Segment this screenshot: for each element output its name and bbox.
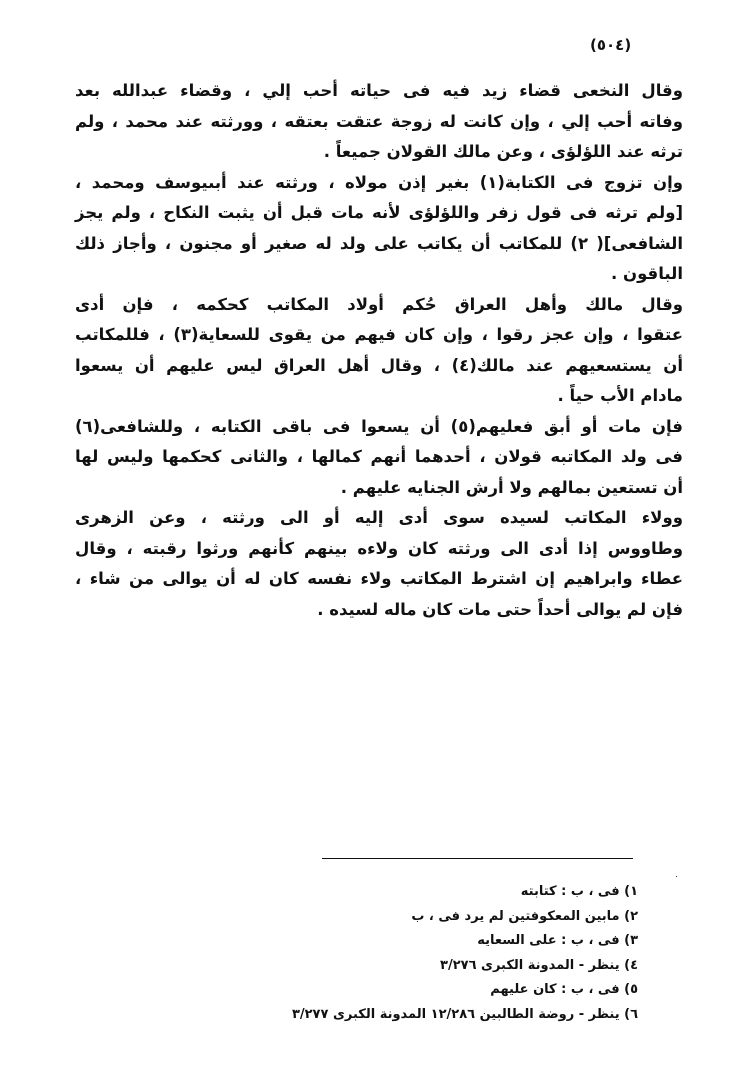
footnote-item: ٣) فى ، ب : على السعايه: [477, 933, 638, 948]
paragraph: [75, 412, 705, 504]
footnotes: [291, 880, 638, 1027]
footnote-item: ٥) فى ، ب : كان عليهم: [490, 982, 638, 997]
footnote-separator: [322, 858, 633, 859]
text-line: عطاء وابراهيم إن اشترط المكاتب ولاء نفسه كان له أن يوالى من شاء ،: [75, 569, 683, 588]
main-text: [75, 76, 705, 625]
footnote-item: ٦) ينظر - روضة الطالبين ١٢/٢٨٦ المدونة الكبرى ٣/٢٧٧: [291, 1006, 638, 1022]
text-line: وقال مالك وأهل العراق حُكم أولاد المكاتب كحكمه ، فإن أدى: [75, 294, 683, 314]
text-line: فإن مات أو أبق فعليهم(٥) أن يسعوا فى باقى الكتابه ، وللشافعى(٦): [75, 416, 683, 436]
footnote-item: ٤) ينظر - المدونة الكبرى ٣/٢٧٦: [440, 957, 638, 973]
paragraph: [75, 290, 705, 412]
text-line: أن يستسعيهم عند مالك(٤) ، وقال أهل العراق ليس عليهم أن يسعوا: [75, 355, 683, 375]
text-line: وإن تزوج فى الكتابة(١) بغير إذن مولاه ، ورثته عند أبىيوسف ومحمد ،: [75, 172, 683, 192]
text-line: الباقون .: [610, 264, 683, 283]
text-line: عتقوا ، وإن عجز رقوا ، وإن كان فيهم من يقوى للسعاية(٣) ، فللمكاتب: [75, 325, 683, 344]
text-line: أن تستعين بمالهم ولا أرش الجنايه عليهم .: [340, 477, 683, 497]
text-line: وفاته أحب إلي ، وإن كانت له زوجة عتقت بعتقه ، وورثته عند محمد ، ولم: [75, 111, 683, 131]
footnote-item: ٢) مابين المعكوفتين لم يرد فى ، ب: [411, 908, 638, 924]
paragraph: [75, 76, 705, 168]
paragraph: [75, 168, 705, 290]
margin-mark: ٠: [674, 872, 679, 882]
text-line: الشافعى]( ٢) للمكاتب أن يكاتب على ولد له صغير أو مجنون ، وأجاز ذلك: [75, 233, 683, 253]
text-line: ترثه عند اللؤلؤى ، وعن مالك القولان جميعاً .: [323, 142, 683, 161]
page-number: (٥٠٤): [590, 36, 632, 54]
text-line: مادام الأب حياً .: [557, 386, 683, 405]
text-line: وقال النخعى قضاء زيد فيه فى حياته أحب إلي ، وقضاء عبدالله بعد: [75, 81, 683, 100]
text-line: [ولم ترثه فى قول زفر واللؤلؤى لأنه مات قبل أن يثبت النكاح ، ولم يجز: [75, 203, 683, 222]
paragraph: [75, 503, 705, 625]
footnote-item: ١) فى ، ب : كتابته: [520, 884, 638, 899]
text-line: فى ولد المكاتبه قولان ، أحدهما أنهم كمالها ، والثانى كحكمها وليس لها: [75, 447, 683, 466]
text-line: وطاووس إذا أدى الى ورثته كان ولاءه بينهم كأنهم ورثوا رقبته ، وقال: [75, 538, 683, 558]
text-line: فإن لم يوالى أحداً حتى مات كان ماله لسيده .: [317, 599, 683, 619]
text-line: وولاء المكاتب لسيده سوى أدى إليه أو الى ورثته ، وعن الزهرى: [75, 508, 683, 527]
